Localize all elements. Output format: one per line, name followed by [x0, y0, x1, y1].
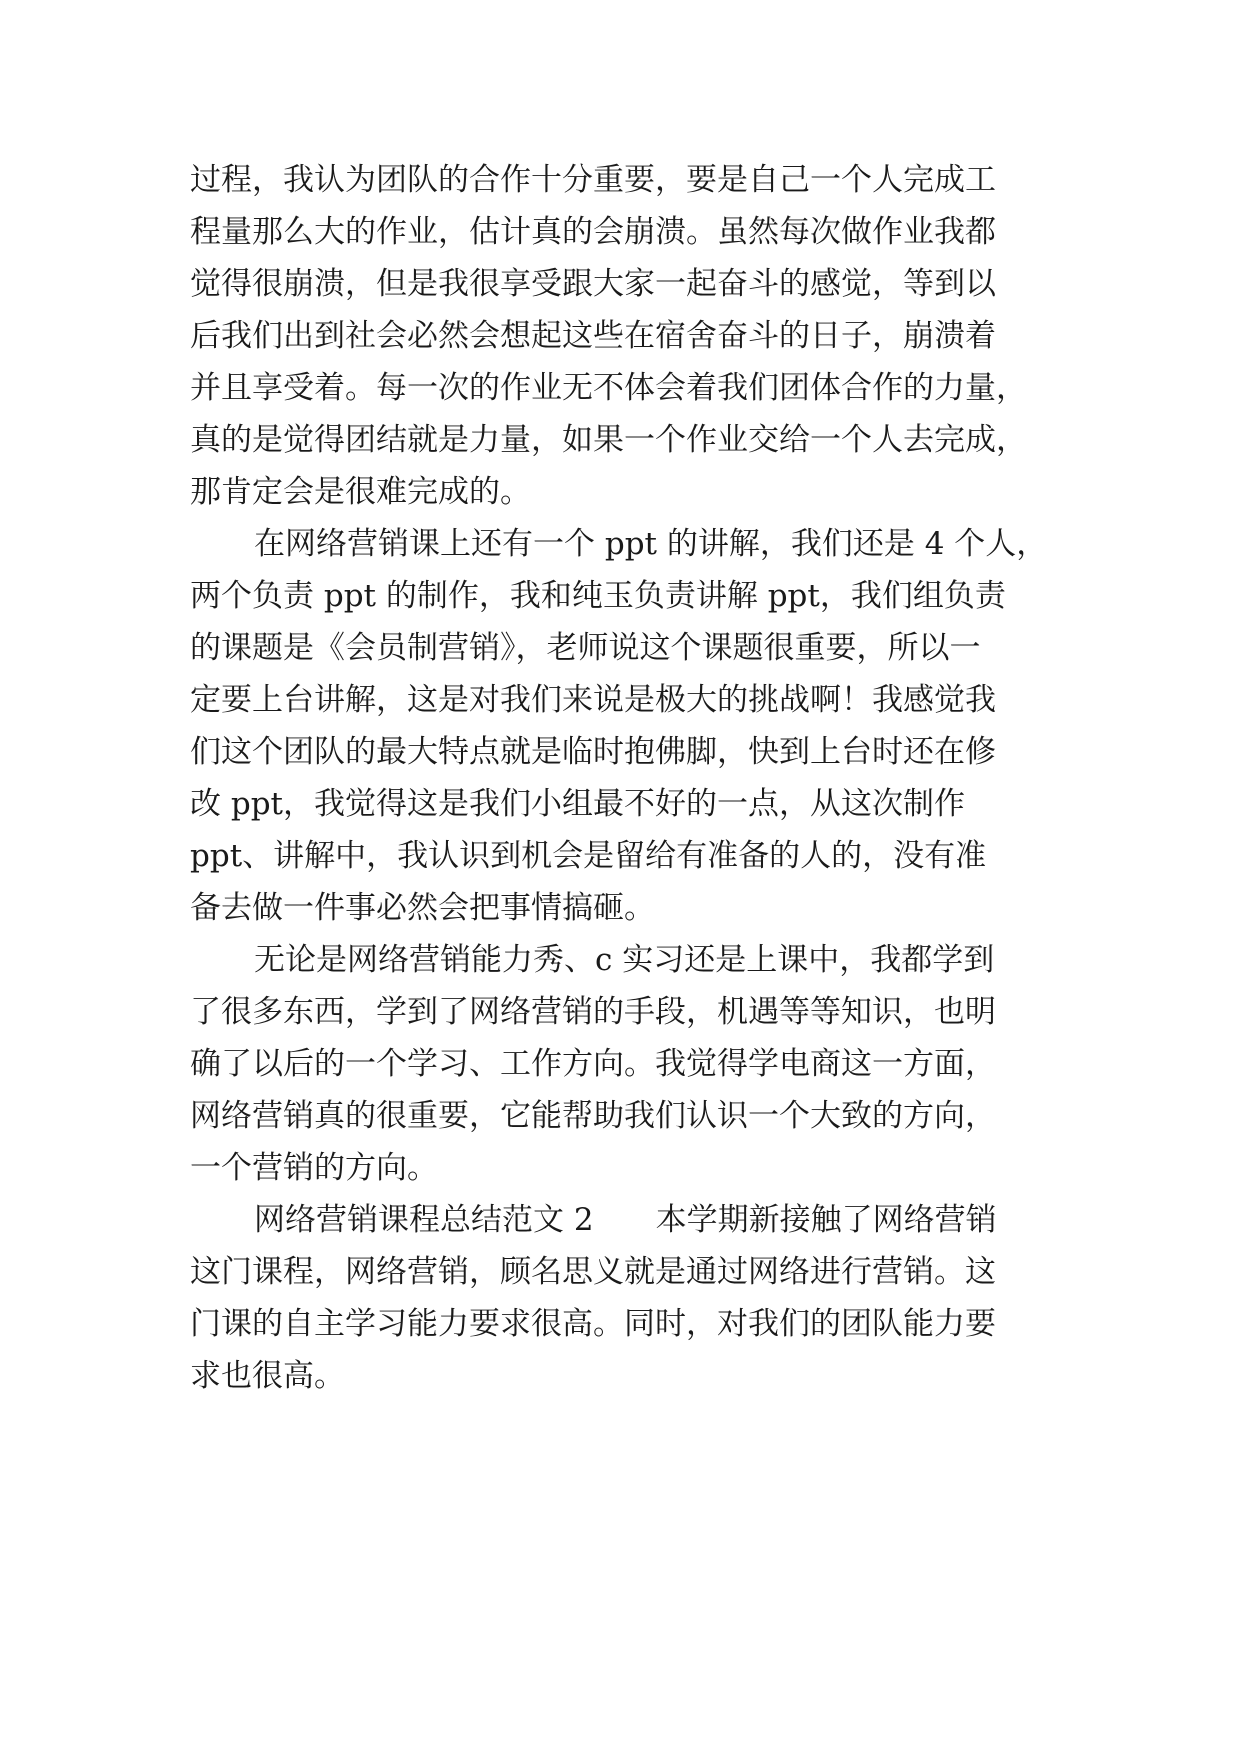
paragraph-1-line-2: 程量那么大的作业，估计真的会崩溃。虽然每次做作业我都 — [190, 214, 996, 250]
paragraph-4-line-3: 门课的自主学习能力要求很高。同时，对我们的团队能力要 — [190, 1306, 996, 1342]
paragraph-1-line-5: 并且享受着。每一次的作业无不体会着我们团体合作的力量， — [190, 370, 1027, 406]
paragraph-2-line-8: 备去做一件事必然会把事情搞砸。 — [190, 890, 655, 926]
paragraph-2-line-7: ppt、讲解中，我认识到机会是留给有准备的人的，没有准 — [190, 838, 987, 874]
paragraph-1-line-7: 那肯定会是很难完成的。 — [190, 474, 531, 510]
paragraph-2-line-4: 定要上台讲解，这是对我们来说是极大的挑战啊！我感觉我 — [190, 682, 996, 718]
paragraph-4-line-2: 这门课程，网络营销，顾名思义就是通过网络进行营销。这 — [190, 1254, 996, 1290]
paragraph-3-line-5: 一个营销的方向。 — [190, 1150, 438, 1186]
paragraph-2-line-1: 在网络营销课上还有一个 ppt 的讲解，我们还是 4 个人， — [254, 526, 1048, 562]
paragraph-1-line-3: 觉得很崩溃，但是我很享受跟大家一起奋斗的感觉，等到以 — [190, 266, 996, 302]
paragraph-2-line-5: 们这个团队的最大特点就是临时抱佛脚，快到上台时还在修 — [190, 734, 996, 770]
paragraph-4-line-1: 网络营销课程总结范文 2 本学期新接触了网络营销 — [254, 1202, 997, 1238]
paragraph-3-line-3: 确了以后的一个学习、工作方向。我觉得学电商这一方面， — [190, 1046, 996, 1082]
paragraph-4-line-4: 求也很高。 — [190, 1358, 345, 1394]
paragraph-3-line-4: 网络营销真的很重要，它能帮助我们认识一个大致的方向， — [190, 1098, 996, 1134]
paragraph-1-line-6: 真的是觉得团结就是力量，如果一个作业交给一个人去完成， — [190, 422, 1027, 458]
paragraph-1-line-4: 后我们出到社会必然会想起这些在宿舍奋斗的日子，崩溃着 — [190, 318, 996, 354]
paragraph-2-line-2: 两个负责 ppt 的制作，我和纯玉负责讲解 ppt，我们组负责 — [190, 578, 1006, 614]
paragraph-2-line-6: 改 ppt，我觉得这是我们小组最不好的一点，从这次制作 — [190, 786, 965, 822]
paragraph-3-line-1: 无论是网络营销能力秀、c 实习还是上课中，我都学到 — [254, 942, 995, 978]
paragraph-1-line-1: 过程，我认为团队的合作十分重要，要是自己一个人完成工 — [190, 162, 996, 198]
paragraph-3-line-2: 了很多东西，学到了网络营销的手段，机遇等等知识，也明 — [190, 994, 996, 1030]
paragraph-2-line-3: 的课题是《会员制营销》，老师说这个课题很重要，所以一 — [190, 630, 981, 666]
